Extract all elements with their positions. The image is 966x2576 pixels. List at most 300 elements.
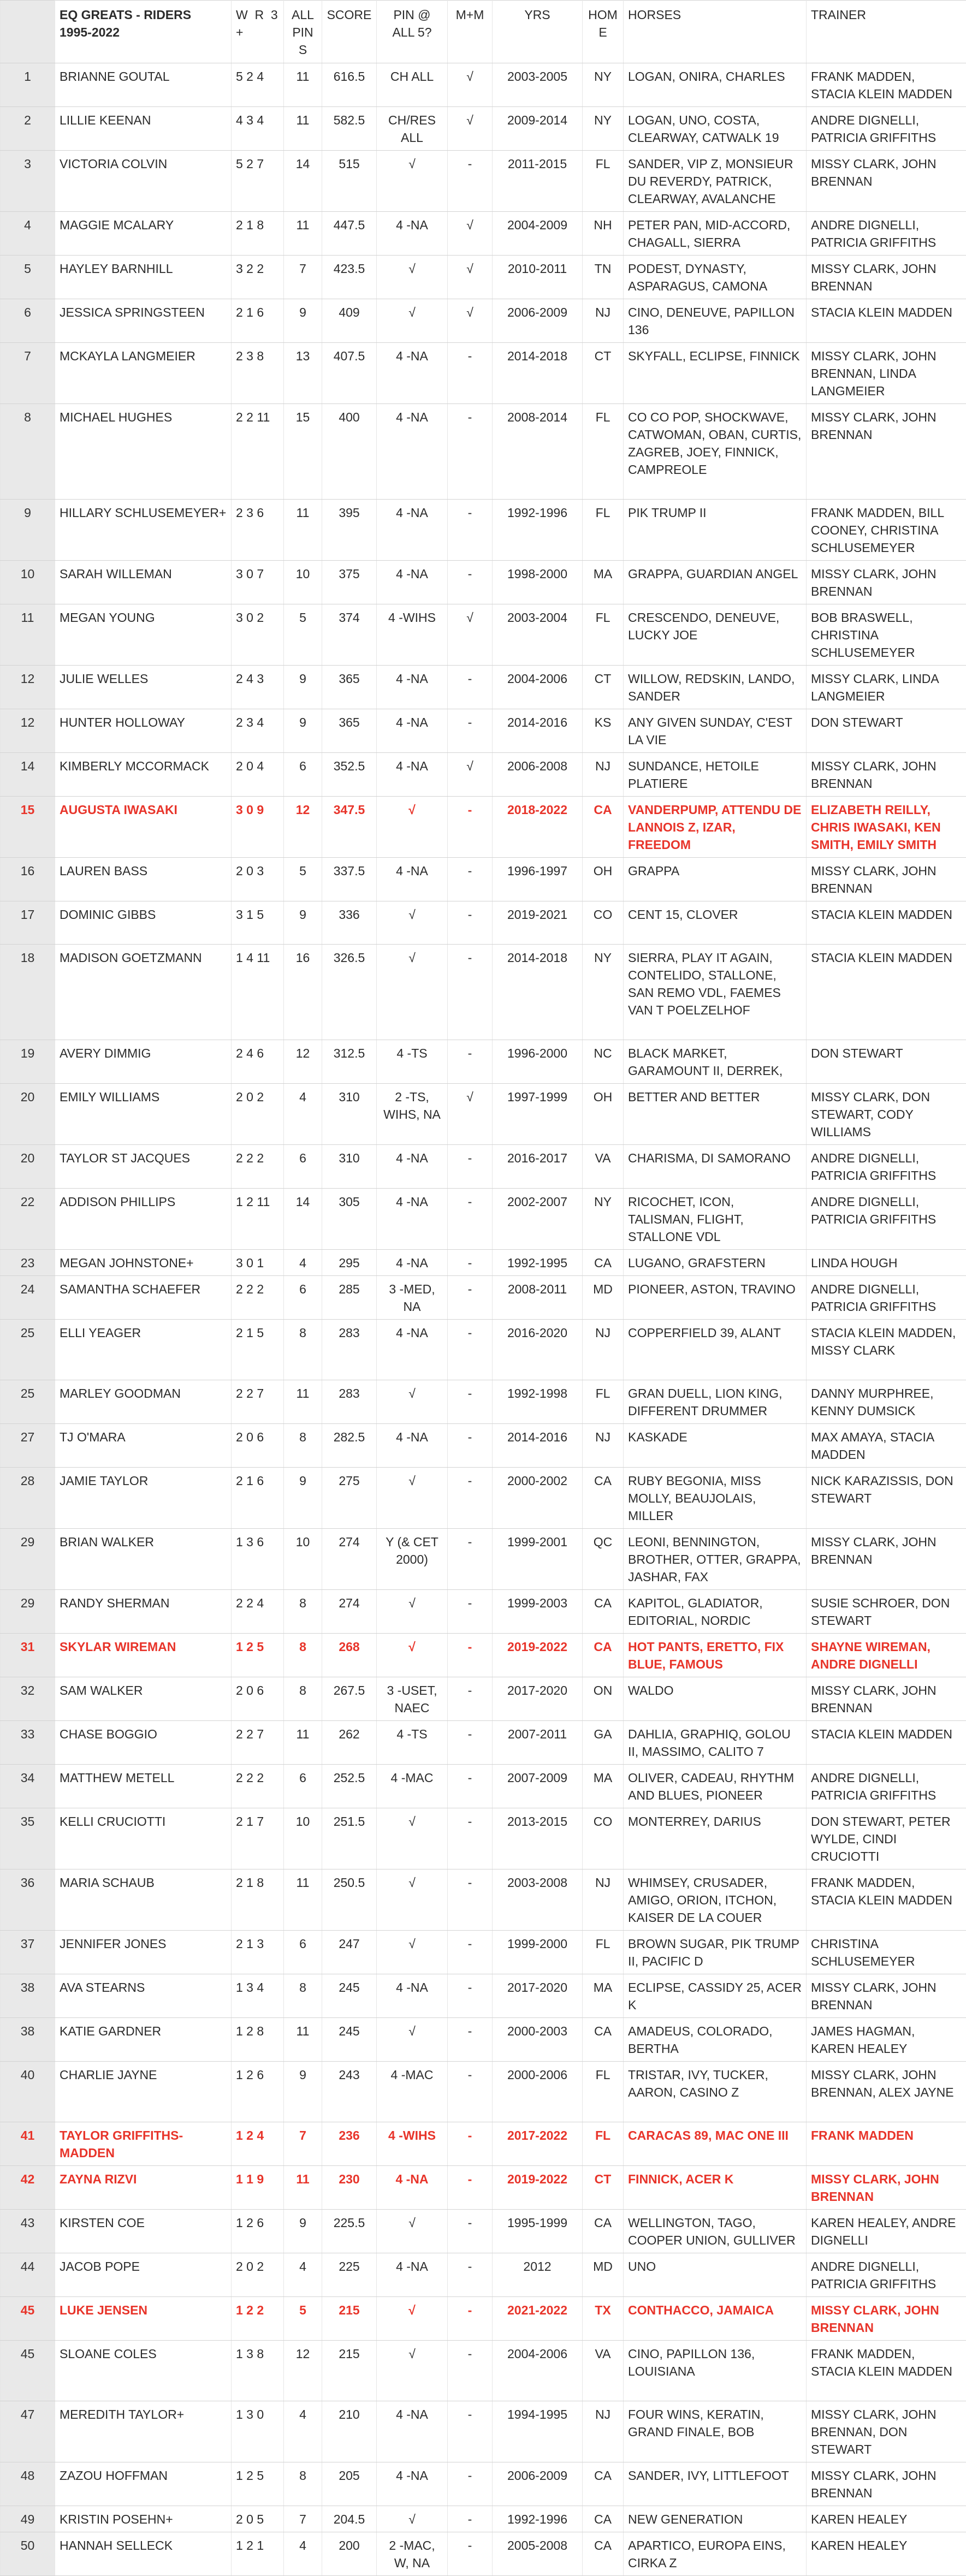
rank-cell: 37: [1, 1931, 55, 1974]
wins-reserves-thirds: 1 3 6: [232, 1529, 284, 1590]
all-pins-count: 10: [284, 561, 322, 604]
home-state: CA: [583, 1250, 624, 1276]
rank-cell: 35: [1, 1808, 55, 1869]
trainer-list: KAREN HEALEY: [807, 2532, 966, 2576]
all-pins-count: 11: [284, 1869, 322, 1931]
horses-list: HOT PANTS, ERETTO, FIX BLUE, FAMOUS: [624, 1634, 807, 1677]
home-state: CA: [583, 2462, 624, 2506]
years-range: 2017-2020: [493, 1677, 583, 1721]
rank-cell: 17: [1, 901, 55, 945]
all-pins-count: 12: [284, 797, 322, 858]
home-state: FL: [583, 2062, 624, 2122]
pin-all-five: √: [377, 797, 448, 858]
wins-reserves-thirds: 1 2 4: [232, 2122, 284, 2166]
trainer-list: KAREN HEALEY: [807, 2506, 966, 2532]
table-row: [1, 1468, 966, 1529]
mm-mark: -: [448, 1145, 493, 1189]
trainer-list: SHAYNE WIREMAN, ANDRE DIGNELLI: [807, 1634, 966, 1677]
pin-all-five: 3 -USET, NAEC: [377, 1677, 448, 1721]
home-state: VA: [583, 1145, 624, 1189]
trainer-list: MISSY CLARK, JOHN BRENNAN: [807, 404, 966, 500]
all-pins-count: 13: [284, 343, 322, 404]
trainer-list: DON STEWART: [807, 1040, 966, 1084]
rank-cell: 6: [1, 299, 55, 343]
rank-cell: 38: [1, 1974, 55, 2018]
rank-cell: 50: [1, 2532, 55, 2576]
rider-name: MAGGIE MCALARY: [55, 212, 232, 256]
horses-list: BROWN SUGAR, PIK TRUMP II, PACIFIC D: [624, 1931, 807, 1974]
rider-name: MARLEY GOODMAN: [55, 1380, 232, 1424]
rider-name: MCKAYLA LANGMEIER: [55, 343, 232, 404]
horses-list: CONTHACCO, JAMAICA: [624, 2297, 807, 2341]
table-row: [1, 901, 966, 945]
home-state: NY: [583, 107, 624, 151]
score-value: 225.5: [322, 2210, 377, 2253]
all-pins-count: 11: [284, 107, 322, 151]
pin-all-five: 4 -NA: [377, 1145, 448, 1189]
years-range: 2019-2022: [493, 1634, 583, 1677]
rank-cell: 23: [1, 1250, 55, 1276]
rider-name: AVA STEARNS: [55, 1974, 232, 2018]
rider-name: LAUREN BASS: [55, 858, 232, 901]
home-state: CA: [583, 797, 624, 858]
all-pins-count: 4: [284, 1084, 322, 1145]
trainer-list: MISSY CLARK, JOHN BRENNAN: [807, 1974, 966, 2018]
table-row: [1, 2341, 966, 2401]
all-pins-count: 14: [284, 1189, 322, 1250]
pin-all-five: √: [377, 256, 448, 299]
years-range: 2003-2004: [493, 604, 583, 666]
years-range: 1992-1998: [493, 1380, 583, 1424]
trainer-list: STACIA KLEIN MADDEN: [807, 901, 966, 945]
wins-reserves-thirds: 1 3 8: [232, 2341, 284, 2401]
rider-name: MADISON GOETZMANN: [55, 945, 232, 1040]
all-pins-count: 8: [284, 1634, 322, 1677]
rider-name: ADDISON PHILLIPS: [55, 1189, 232, 1250]
header-trainer: TRAINER: [807, 1, 966, 63]
wins-reserves-thirds: 2 2 2: [232, 1145, 284, 1189]
home-state: KS: [583, 709, 624, 753]
score-value: 215: [322, 2341, 377, 2401]
all-pins-count: 9: [284, 666, 322, 709]
pin-all-five: CH/RES ALL: [377, 107, 448, 151]
header-row: [1, 1, 966, 63]
score-value: 285: [322, 1276, 377, 1320]
pin-all-five: 4 -NA: [377, 858, 448, 901]
years-range: 2012: [493, 2253, 583, 2297]
horses-list: WILLOW, REDSKIN, LANDO, SANDER: [624, 666, 807, 709]
horses-list: ANY GIVEN SUNDAY, C'EST LA VIE: [624, 709, 807, 753]
years-range: 1998-2000: [493, 561, 583, 604]
trainer-list: ANDRE DIGNELLI, PATRICIA GRIFFITHS: [807, 1276, 966, 1320]
all-pins-count: 4: [284, 1250, 322, 1276]
score-value: 251.5: [322, 1808, 377, 1869]
rank-cell: 32: [1, 1677, 55, 1721]
trainer-list: ANDRE DIGNELLI, PATRICIA GRIFFITHS: [807, 107, 966, 151]
all-pins-count: 11: [284, 500, 322, 561]
table-row: [1, 404, 966, 500]
all-pins-count: 5: [284, 858, 322, 901]
rank-cell: 7: [1, 343, 55, 404]
years-range: 2000-2002: [493, 1468, 583, 1529]
wins-reserves-thirds: 2 0 6: [232, 1424, 284, 1468]
table-row: [1, 1084, 966, 1145]
rank-cell: 22: [1, 1189, 55, 1250]
wins-reserves-thirds: 2 1 7: [232, 1808, 284, 1869]
home-state: MD: [583, 1276, 624, 1320]
home-state: NJ: [583, 1424, 624, 1468]
pin-all-five: 4 -NA: [377, 500, 448, 561]
horses-list: WALDO: [624, 1677, 807, 1721]
horses-list: NEW GENERATION: [624, 2506, 807, 2532]
horses-list: SKYFALL, ECLIPSE, FINNICK: [624, 343, 807, 404]
home-state: NC: [583, 1040, 624, 1084]
horses-list: KAPITOL, GLADIATOR, EDITORIAL, NORDIC: [624, 1590, 807, 1634]
trainer-list: FRANK MADDEN, STACIA KLEIN MADDEN: [807, 2341, 966, 2401]
trainer-list: STACIA KLEIN MADDEN: [807, 1721, 966, 1765]
table-row: [1, 1529, 966, 1590]
rider-name: JESSICA SPRINGSTEEN: [55, 299, 232, 343]
mm-mark: -: [448, 1276, 493, 1320]
score-value: 616.5: [322, 63, 377, 107]
mm-mark: -: [448, 1765, 493, 1808]
rider-name: KATIE GARDNER: [55, 2018, 232, 2062]
wins-reserves-thirds: 1 4 11: [232, 945, 284, 1040]
all-pins-count: 4: [284, 2253, 322, 2297]
table-row: [1, 343, 966, 404]
mm-mark: -: [448, 1931, 493, 1974]
rider-name: SLOANE COLES: [55, 2341, 232, 2401]
home-state: FL: [583, 500, 624, 561]
wins-reserves-thirds: 2 2 11: [232, 404, 284, 500]
table-row: [1, 151, 966, 212]
header-title: EQ GREATS - RIDERS 1995-2022: [55, 1, 232, 63]
trainer-list: FRANK MADDEN, STACIA KLEIN MADDEN: [807, 63, 966, 107]
rider-name: ZAYNA RIZVI: [55, 2166, 232, 2210]
years-range: 1999-2001: [493, 1529, 583, 1590]
rider-name: SAMANTHA SCHAEFER: [55, 1276, 232, 1320]
rank-cell: 42: [1, 2166, 55, 2210]
home-state: CA: [583, 1634, 624, 1677]
years-range: 2016-2017: [493, 1145, 583, 1189]
years-range: 2004-2006: [493, 666, 583, 709]
rider-name: KIMBERLY MCCORMACK: [55, 753, 232, 797]
rider-name: HAYLEY BARNHILL: [55, 256, 232, 299]
mm-mark: -: [448, 1974, 493, 2018]
rider-name: BRIANNE GOUTAL: [55, 63, 232, 107]
wins-reserves-thirds: 5 2 7: [232, 151, 284, 212]
mm-mark: -: [448, 2018, 493, 2062]
trainer-list: ANDRE DIGNELLI, PATRICIA GRIFFITHS: [807, 1145, 966, 1189]
horses-list: AMADEUS, COLORADO, BERTHA: [624, 2018, 807, 2062]
all-pins-count: 6: [284, 1145, 322, 1189]
trainer-list: FRANK MADDEN: [807, 2122, 966, 2166]
rider-name: CHARLIE JAYNE: [55, 2062, 232, 2122]
score-value: 200: [322, 2532, 377, 2576]
home-state: TN: [583, 256, 624, 299]
all-pins-count: 6: [284, 1765, 322, 1808]
score-value: 310: [322, 1145, 377, 1189]
trainer-list: DON STEWART: [807, 709, 966, 753]
wins-reserves-thirds: 2 1 3: [232, 1931, 284, 1974]
table-row: [1, 2210, 966, 2253]
table-row: [1, 1634, 966, 1677]
wins-reserves-thirds: 3 0 1: [232, 1250, 284, 1276]
mm-mark: √: [448, 256, 493, 299]
wins-reserves-thirds: 2 0 2: [232, 1084, 284, 1145]
rider-name: TAYLOR GRIFFITHS-MADDEN: [55, 2122, 232, 2166]
all-pins-count: 11: [284, 2166, 322, 2210]
years-range: 2000-2006: [493, 2062, 583, 2122]
pin-all-five: 4 -WIHS: [377, 2122, 448, 2166]
trainer-list: ANDRE DIGNELLI, PATRICIA GRIFFITHS: [807, 2253, 966, 2297]
wins-reserves-thirds: 4 3 4: [232, 107, 284, 151]
mm-mark: -: [448, 1040, 493, 1084]
home-state: CA: [583, 1468, 624, 1529]
table-row: [1, 107, 966, 151]
years-range: 1992-1996: [493, 500, 583, 561]
trainer-list: MISSY CLARK, JOHN BRENNAN: [807, 256, 966, 299]
rank-cell: 33: [1, 1721, 55, 1765]
years-range: 1996-1997: [493, 858, 583, 901]
score-value: 352.5: [322, 753, 377, 797]
mm-mark: -: [448, 151, 493, 212]
wins-reserves-thirds: 1 2 1: [232, 2532, 284, 2576]
wins-reserves-thirds: 3 0 7: [232, 561, 284, 604]
mm-mark: -: [448, 2062, 493, 2122]
score-value: 326.5: [322, 945, 377, 1040]
mm-mark: -: [448, 1189, 493, 1250]
trainer-list: CHRISTINA SCHLUSEMEYER: [807, 1931, 966, 1974]
header-home: HOME: [583, 1, 624, 63]
pin-all-five: 4 -NA: [377, 666, 448, 709]
trainer-list: FRANK MADDEN, STACIA KLEIN MADDEN: [807, 1869, 966, 1931]
score-value: 312.5: [322, 1040, 377, 1084]
rank-cell: 44: [1, 2253, 55, 2297]
table-row: [1, 604, 966, 666]
score-value: 247: [322, 1931, 377, 1974]
years-range: 2017-2020: [493, 1974, 583, 2018]
rider-name: SAM WALKER: [55, 1677, 232, 1721]
pin-all-five: 4 -MAC: [377, 1765, 448, 1808]
pin-all-five: √: [377, 1468, 448, 1529]
rank-cell: 45: [1, 2341, 55, 2401]
mm-mark: -: [448, 2506, 493, 2532]
rank-cell: 16: [1, 858, 55, 901]
table-row: [1, 500, 966, 561]
trainer-list: MISSY CLARK, JOHN BRENNAN, ALEX JAYNE: [807, 2062, 966, 2122]
all-pins-count: 15: [284, 404, 322, 500]
wins-reserves-thirds: 1 2 11: [232, 1189, 284, 1250]
pin-all-five: 4 -TS: [377, 1040, 448, 1084]
horses-list: LOGAN, UNO, COSTA, CLEARWAY, CATWALK 19: [624, 107, 807, 151]
horses-list: GRAPPA: [624, 858, 807, 901]
wins-reserves-thirds: 2 2 7: [232, 1721, 284, 1765]
table-row: [1, 63, 966, 107]
horses-list: FOUR WINS, KERATIN, GRAND FINALE, BOB: [624, 2401, 807, 2462]
trainer-list: MISSY CLARK, JOHN BRENNAN: [807, 858, 966, 901]
wins-reserves-thirds: 1 2 2: [232, 2297, 284, 2341]
wins-reserves-thirds: 2 4 6: [232, 1040, 284, 1084]
years-range: 2008-2011: [493, 1276, 583, 1320]
table-row: [1, 1320, 966, 1380]
wins-reserves-thirds: 1 3 0: [232, 2401, 284, 2462]
table-row: [1, 1276, 966, 1320]
horses-list: CHARISMA, DI SAMORANO: [624, 1145, 807, 1189]
wins-reserves-thirds: 2 1 8: [232, 1869, 284, 1931]
pin-all-five: Y (& CET 2000): [377, 1529, 448, 1590]
score-value: 375: [322, 561, 377, 604]
home-state: NJ: [583, 1869, 624, 1931]
rider-name: SKYLAR WIREMAN: [55, 1634, 232, 1677]
mm-mark: √: [448, 1084, 493, 1145]
score-value: 283: [322, 1320, 377, 1380]
horses-list: OLIVER, CADEAU, RHYTHM AND BLUES, PIONEER: [624, 1765, 807, 1808]
rider-name: SARAH WILLEMAN: [55, 561, 232, 604]
pin-all-five: 4 -NA: [377, 1424, 448, 1468]
score-value: 236: [322, 2122, 377, 2166]
rank-cell: 31: [1, 1634, 55, 1677]
rank-cell: 29: [1, 1529, 55, 1590]
home-state: NJ: [583, 1320, 624, 1380]
all-pins-count: 11: [284, 63, 322, 107]
horses-list: GRAN DUELL, LION KING, DIFFERENT DRUMMER: [624, 1380, 807, 1424]
years-range: 2000-2003: [493, 2018, 583, 2062]
mm-mark: -: [448, 901, 493, 945]
horses-list: FINNICK, ACER K: [624, 2166, 807, 2210]
horses-list: KASKADE: [624, 1424, 807, 1468]
pin-all-five: 2 -MAC, W, NA: [377, 2532, 448, 2576]
pin-all-five: 4 -NA: [377, 2462, 448, 2506]
horses-list: BLACK MARKET, GARAMOUNT II, DERREK,: [624, 1040, 807, 1084]
wins-reserves-thirds: 2 4 3: [232, 666, 284, 709]
pin-all-five: √: [377, 901, 448, 945]
years-range: 2019-2021: [493, 901, 583, 945]
all-pins-count: 9: [284, 2210, 322, 2253]
wins-reserves-thirds: 3 0 9: [232, 797, 284, 858]
score-value: 515: [322, 151, 377, 212]
horses-list: PIONEER, ASTON, TRAVINO: [624, 1276, 807, 1320]
home-state: CO: [583, 901, 624, 945]
horses-list: WELLINGTON, TAGO, COOPER UNION, GULLIVER: [624, 2210, 807, 2253]
mm-mark: -: [448, 2532, 493, 2576]
pin-all-five: 4 -NA: [377, 404, 448, 500]
rank-cell: 49: [1, 2506, 55, 2532]
score-value: 305: [322, 1189, 377, 1250]
table-row: [1, 2166, 966, 2210]
rank-cell: 45: [1, 2297, 55, 2341]
table-row: [1, 1380, 966, 1424]
home-state: CA: [583, 2532, 624, 2576]
home-state: NJ: [583, 299, 624, 343]
rank-cell: 5: [1, 256, 55, 299]
home-state: FL: [583, 604, 624, 666]
wins-reserves-thirds: 3 1 5: [232, 901, 284, 945]
years-range: 1992-1995: [493, 1250, 583, 1276]
rider-name: BRIAN WALKER: [55, 1529, 232, 1590]
score-value: 407.5: [322, 343, 377, 404]
wins-reserves-thirds: 3 2 2: [232, 256, 284, 299]
horses-list: CO CO POP, SHOCKWAVE, CATWOMAN, OBAN, CURTIS, ZAGREB, JOEY, FINNICK, CAMPREOLE: [624, 404, 807, 500]
table-row: [1, 1040, 966, 1084]
score-value: 282.5: [322, 1424, 377, 1468]
rider-name: LILLIE KEENAN: [55, 107, 232, 151]
trainer-list: MISSY CLARK, JOHN BRENNAN: [807, 561, 966, 604]
rider-name: LUKE JENSEN: [55, 2297, 232, 2341]
mm-mark: -: [448, 1468, 493, 1529]
years-range: 2019-2022: [493, 2166, 583, 2210]
home-state: NJ: [583, 753, 624, 797]
table-row: [1, 2253, 966, 2297]
horses-list: LEONI, BENNINGTON, BROTHER, OTTER, GRAPPA, JASHAR, FAX: [624, 1529, 807, 1590]
rider-name: KIRSTEN COE: [55, 2210, 232, 2253]
score-value: 230: [322, 2166, 377, 2210]
wins-reserves-thirds: 2 2 2: [232, 1765, 284, 1808]
trainer-list: MISSY CLARK, JOHN BRENNAN: [807, 2297, 966, 2341]
mm-mark: -: [448, 1590, 493, 1634]
score-value: 400: [322, 404, 377, 500]
rider-name: ELLI YEAGER: [55, 1320, 232, 1380]
rider-name: RANDY SHERMAN: [55, 1590, 232, 1634]
pin-all-five: CH ALL: [377, 63, 448, 107]
years-range: 2014-2018: [493, 945, 583, 1040]
rank-cell: 11: [1, 604, 55, 666]
trainer-list: STACIA KLEIN MADDEN: [807, 945, 966, 1040]
pin-all-five: 4 -NA: [377, 2253, 448, 2297]
wins-reserves-thirds: 1 2 5: [232, 2462, 284, 2506]
years-range: 2004-2006: [493, 2341, 583, 2401]
years-range: 2007-2009: [493, 1765, 583, 1808]
wins-reserves-thirds: 2 3 8: [232, 343, 284, 404]
trainer-list: ELIZABETH REILLY, CHRIS IWASAKI, KEN SMITH, EMILY SMITH: [807, 797, 966, 858]
mm-mark: -: [448, 1320, 493, 1380]
table-row: [1, 1721, 966, 1765]
trainer-list: KAREN HEALEY, ANDRE DIGNELLI: [807, 2210, 966, 2253]
rank-cell: 12: [1, 709, 55, 753]
pin-all-five: √: [377, 2506, 448, 2532]
all-pins-count: 9: [284, 1468, 322, 1529]
pin-all-five: √: [377, 151, 448, 212]
trainer-list: NICK KARAZISSIS, DON STEWART: [807, 1468, 966, 1529]
horses-list: SANDER, VIP Z, MONSIEUR DU REVERDY, PATRICK, CLEARWAY, AVALANCHE: [624, 151, 807, 212]
horses-list: APARTICO, EUROPA EINS, CIRKA Z: [624, 2532, 807, 2576]
rank-cell: 28: [1, 1468, 55, 1529]
score-value: 582.5: [322, 107, 377, 151]
rank-cell: 27: [1, 1424, 55, 1468]
header-rank: [1, 1, 55, 63]
table-row: [1, 1677, 966, 1721]
trainer-list: MISSY CLARK, JOHN BRENNAN: [807, 151, 966, 212]
table-row: [1, 1808, 966, 1869]
rank-cell: 29: [1, 1590, 55, 1634]
home-state: NH: [583, 212, 624, 256]
years-range: 2009-2014: [493, 107, 583, 151]
wins-reserves-thirds: 2 0 3: [232, 858, 284, 901]
rank-cell: 43: [1, 2210, 55, 2253]
years-range: 1999-2003: [493, 1590, 583, 1634]
mm-mark: -: [448, 1424, 493, 1468]
score-value: 423.5: [322, 256, 377, 299]
pin-all-five: 4 -NA: [377, 343, 448, 404]
rider-name: JACOB POPE: [55, 2253, 232, 2297]
wins-reserves-thirds: 2 3 4: [232, 709, 284, 753]
rider-name: AUGUSTA IWASAKI: [55, 797, 232, 858]
rank-cell: 38: [1, 2018, 55, 2062]
horses-list: CINO, PAPILLON 136, LOUISIANA: [624, 2341, 807, 2401]
table-row: [1, 2018, 966, 2062]
all-pins-count: 8: [284, 1677, 322, 1721]
rider-name: HILLARY SCHLUSEMEYER+: [55, 500, 232, 561]
